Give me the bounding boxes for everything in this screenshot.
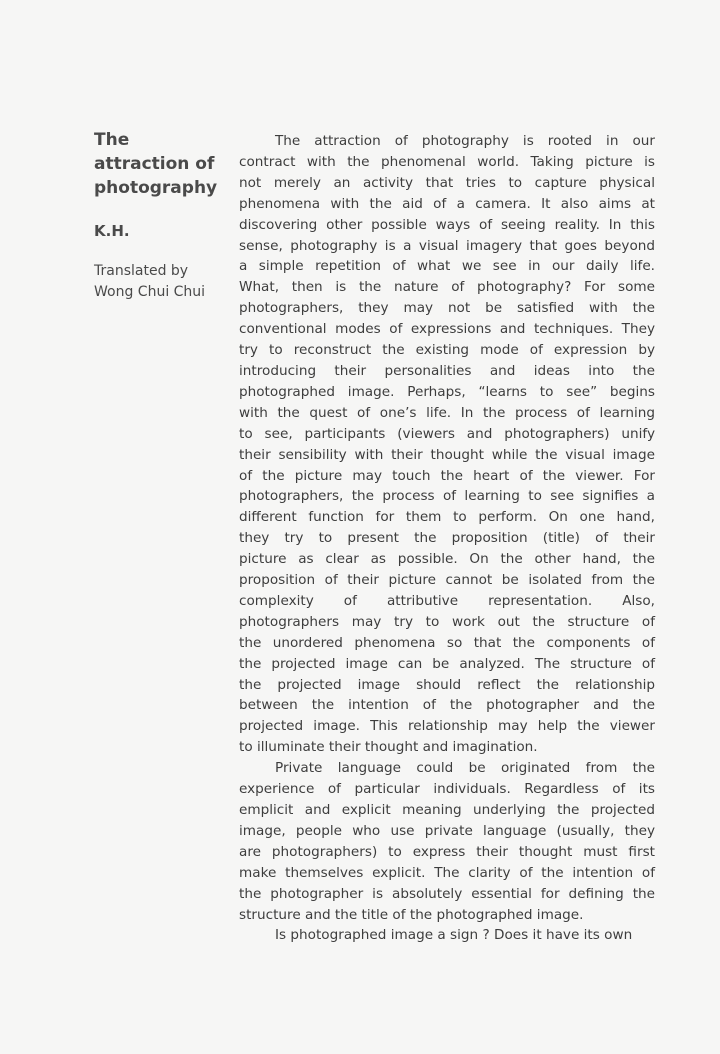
body-line: photographers, they may not be satisfied with the: [239, 300, 655, 317]
body-line: The attraction of photography is rooted in our: [275, 133, 655, 149]
body-line: try to reconstruct the existing mode of expression by: [239, 342, 655, 359]
body-line: are photographers) to express their thought must first: [239, 843, 655, 860]
body-line: projected image. This relationship may help the viewer: [239, 718, 655, 735]
body-line: make themselves explicit. The clarity of the intention of: [239, 864, 655, 881]
author-initials: K.H.: [94, 222, 130, 240]
body-line: picture as clear as possible. On the other hand, the: [239, 551, 655, 568]
body-line: not merely an activity that tries to capture physical: [239, 174, 655, 191]
body-line: phenomena with the aid of a camera. It also aims at: [239, 195, 655, 212]
body-line: the projected image should reflect the relationship: [239, 676, 655, 693]
body-line: complexity of attributive representation. Also,: [239, 592, 655, 609]
body-line: their sensibility with their thought while the visual image: [239, 446, 655, 463]
body-line: conventional modes of expressions and techniques. They: [239, 321, 655, 338]
body-line: Private language could be originated from the: [275, 760, 655, 777]
body-line: sense, photography is a visual imagery that goes beyond: [239, 237, 655, 254]
body-line: introducing their personalities and ideas into the: [239, 362, 655, 379]
body-line: structure and the title of the photographed image.: [239, 906, 584, 923]
body-line: to see, participants (viewers and photographers) unify: [239, 425, 655, 442]
body-line: experience of particular individuals. Regardless of its: [239, 781, 655, 798]
article-header: [94, 128, 234, 303]
body-line: emplicit and explicit meaning underlying the projected: [239, 802, 655, 818]
body-line: the unordered phenomena so that the components of: [239, 634, 655, 651]
body-line: of the picture may touch the heart of the viewer. For: [239, 467, 655, 484]
body-line: between the intention of the photographer and the: [239, 697, 655, 714]
body-line: a simple repetition of what we see in our daily life.: [239, 258, 655, 275]
body-line: the projected image can be analyzed. The structure of: [239, 655, 655, 672]
body-line: the photographer is absolutely essential for defining the: [239, 885, 655, 902]
translator-credit: Translated by Wong Chui Chui: [94, 263, 206, 300]
body-line: contract with the phenomenal world. Taking picture is: [239, 153, 655, 170]
article-body: [239, 131, 655, 946]
body-line: proposition of their picture cannot be isolated from the: [239, 572, 655, 589]
body-line: photographers may try to work out the structure of: [239, 613, 655, 630]
article-title: The attraction of photography: [94, 130, 218, 198]
body-line: image, people who use private language (usually, they: [239, 822, 655, 839]
body-line: photographed image. Perhaps, “learns to see” begins: [239, 383, 655, 400]
body-line: Is photographed image a sign ? Does it have its own: [275, 927, 633, 944]
body-line: with the quest of one’s life. In the process of learning: [239, 404, 655, 421]
body-line: to illuminate their thought and imagination.: [239, 739, 538, 756]
body-line: discovering other possible ways of seeing reality. In this: [239, 216, 655, 233]
body-line: different function for them to perform. On one hand,: [239, 509, 655, 526]
body-line: they try to present the proposition (title) of their: [239, 530, 655, 547]
body-line: What, then is the nature of photography? For some: [239, 279, 655, 296]
body-line: photographers, the process of learning to see signifies a: [239, 488, 655, 505]
